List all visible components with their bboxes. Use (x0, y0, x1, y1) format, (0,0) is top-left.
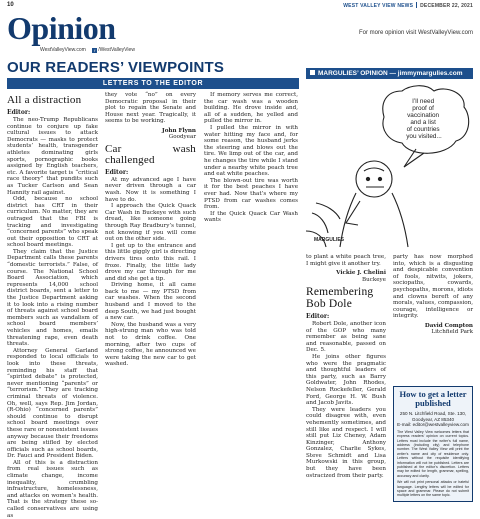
letter-column-5 (393, 254, 473, 338)
letter-paragraph: At my advanced age I have never driven through a car wash. Now it is something I have to do. (105, 176, 196, 203)
letter-paragraph: I get up to the entrance and this little giggly girl is directing drivers tires onto this rail. I froze. Finally, the little lady drove my car through for me and did she get a tip. (105, 242, 196, 282)
author-name: Vickie J. Chelini (336, 270, 386, 277)
cartoon-band (306, 68, 473, 79)
cartoon-band-label: MARGULIES’ OPINION — jimmymargulies.com (318, 70, 463, 77)
letter-paragraph: Odd, because no school district has CRT in their curriculum. No matter, they are outraged that the FBI is tracking and investigating “concerned parents” who speak out their opposition to CRT at school board meetings. (7, 196, 98, 249)
letter-paragraph: I pulled the mirror in with water hitting my face and, for some reason, the husband jerks the steering and blows out the tire. We limp out of the car, and he changes the tire while I stand under a nearby white peach tree and eat white peaches. (204, 124, 298, 178)
letter-paragraph: All of this is a distraction from real issues such as climate change, income inequality, crumbling infrastructure, homelessness, and attacks on women’s health. That is the strategy these so-called conservatives are using as (7, 459, 98, 519)
letter-distraction (7, 92, 98, 519)
masthead-links (40, 47, 135, 53)
letters-band: LETTERS TO THE EDITOR (7, 78, 299, 89)
website-link[interactable]: WestValleyView.com (40, 47, 86, 53)
section-title: Opinion (7, 10, 116, 46)
divider (416, 2, 417, 8)
letter-paragraph: The neo-Trump Republicans continue to conjure up fake cultural issues to attack Democrats — masks to protect students’ health, transgender athletes dominating girls sports, pornographic books assigned by English teachers, etc. A favorite target is “critical race theory” that pundits such as Tucker Carlson and Sean Hannity rail against. (7, 117, 98, 196)
letter-column-3 (204, 92, 298, 224)
letter-paragraph: Robert Dole, another icon of the GOP who many remember as being sane and reasonable, passed on Dec. 5. (306, 321, 386, 354)
letter-paragraph: I approach the Quick Quack Car Wash in Buckeye with such dread, like someone going through Ray Bradbury’s tunnel, not knowing if you will come out on the other side. (105, 203, 196, 243)
author-town: Goodyear (168, 134, 196, 141)
editor-label: Editor: (7, 109, 31, 116)
editor-label: Editor: (105, 168, 129, 176)
letter-continued: they vote “no” on every Democratic proposal in their plot to regain the Senate and House next year. Tragically, it seems to be working. (105, 92, 196, 125)
viewpoints-header (7, 60, 299, 89)
letter-continued: party has now morphed into, which is a disgusting and despicable convention of fools, nitwits, jokers, sociopaths, cowards, psychopaths, morons, idiots and clowns bereft of any morals, values, compassion, courage, intelligence or integrity. (393, 254, 473, 320)
letter-paragraph: If memory serves me correct, the car wash was a wooden building. He drove inside and, all of a sudden, he yelled and pulled the mirror in. (204, 92, 298, 125)
letter-paragraph: They were leaders you could disagree with, even vehemently sometimes, and still like and respect. I will still put Liz Cheney, Adam Kinzinger, Anthony Gonzalez, Charlie Sykes, Steve Schmidt and Lisa Murkowski in this group, but they have been ostracized from their party. (306, 406, 386, 479)
cartoon-speech: I’ll need proof of vaccination and a list of countries you visited... (406, 98, 442, 140)
viewpoints-title: OUR READERS’ VIEWPOINTS (7, 59, 225, 76)
author-town: Litchfield Park (431, 329, 473, 336)
howto-email[interactable]: E-mail: editor@westvalleyview.com (397, 422, 469, 428)
letter-column-2 (105, 92, 196, 368)
letter-paragraph: Driving home, it all came back to me — my PTSD from car washes. When the second husband and I moved to the deep South, we had just bought a new car. (105, 282, 196, 322)
letter-continued: to plant a white peach tree, I might give it another try. (306, 254, 386, 267)
howto-address: 250 N. Litchfield Road, Ste. 130, Goodyear, AZ 85340 (399, 411, 467, 422)
facebook-icon: f (94, 48, 96, 53)
how-to-get-published-box (393, 386, 473, 502)
letter-paragraph: Now, the husband was a very high-strung man who was told not to drink coffee. One morning, after two cups of strong coffee, he announced we were taking the new car to get washed. (105, 321, 196, 368)
letter-headline: All a distraction (7, 94, 82, 106)
square-bullet-icon (310, 70, 315, 75)
letter-headline: Car wash challenged (105, 142, 196, 166)
author-name: David Compton (424, 322, 473, 329)
publication-info (343, 2, 473, 9)
issue-date: DECEMBER 22, 2021 (420, 3, 473, 9)
letter-paragraph: The blown-out tire was worth it for the best peaches I have ever had. Now that’s where my PTSD from car washes comes from. (204, 177, 298, 211)
cartoonist-signature: MARGULIES (314, 237, 344, 243)
page-number: 10 (7, 2, 14, 8)
author-name: John Flynn (162, 127, 196, 134)
howto-fine-print: The West Valley View welcomes letters that express readers’ opinion on current topics. Letters must include the writer’s full name, address (including city) and telephone number. The West Valley View will print the writer’s name and city of residence only. Letters without the requisite identifying information will not be published. Letters are published at the editor’s discretion. Letters may be edited for length, grammar, spelling, accuracy and clarity. (397, 429, 469, 478)
publication-name: WEST VALLEY VIEW NEWS (343, 3, 414, 9)
letter-paragraph: He joins other figures who were the pragmatic and thoughtful leaders of this party, such as Barry Goldwater, John Rhodes, Nelson Rockefeller, Gerald Ford, George H. W. Bush and Jacob Javits. (306, 353, 386, 407)
letter-signature (306, 270, 386, 283)
howto-title: How to get a letter published (399, 389, 467, 408)
letter-column-4 (306, 254, 386, 479)
more-online-text: For more opinion visit WestValleyView.com (358, 30, 473, 36)
letter-signature (393, 323, 473, 336)
howto-fine-print-2: We will not print personal attacks or hateful language. Lengthy letters will be edited for space and grammar. Please do not submit multiple letters on the same topic. (397, 480, 469, 498)
letter-headline: Remembering Bob Dole (306, 286, 374, 310)
editorial-cartoon (306, 83, 473, 248)
facebook-link[interactable]: /WestValleyView (98, 47, 135, 53)
letter-paragraph: If the Quick Quack Car Wash wants (204, 210, 298, 224)
letter-paragraph: They claim that the Justice Department calls these parents “domestic terrorists.” False, of course. The National School Board Association, which represents 14,000 school district boards, sent a letter to the Justice Department asking it to look into a rising number of threats against school board members such as vandalism of school board members’ vehicles and homes, emails threatening rape, even death threats. (7, 248, 98, 348)
editor-label: Editor: (306, 313, 330, 320)
letter-signature (105, 128, 196, 141)
author-town: Buckeye (361, 276, 386, 283)
letter-paragraph: Attorney General Garland responded to local officials to look into these threats, reminding his staff that “spirited debate” is protected, never mentioning “parents” or “terrorism.” They are tracking criminal threats of violence. Oh, well, says Rep. Jim Jordan, (R-Ohio) “concerned parents” should continue to disrupt school board meetings over these rare or nonexistent issues anyway because their freedoms are being stifled by elected officials such as school boards, Dr. Fauci and President Biden. (7, 347, 98, 460)
